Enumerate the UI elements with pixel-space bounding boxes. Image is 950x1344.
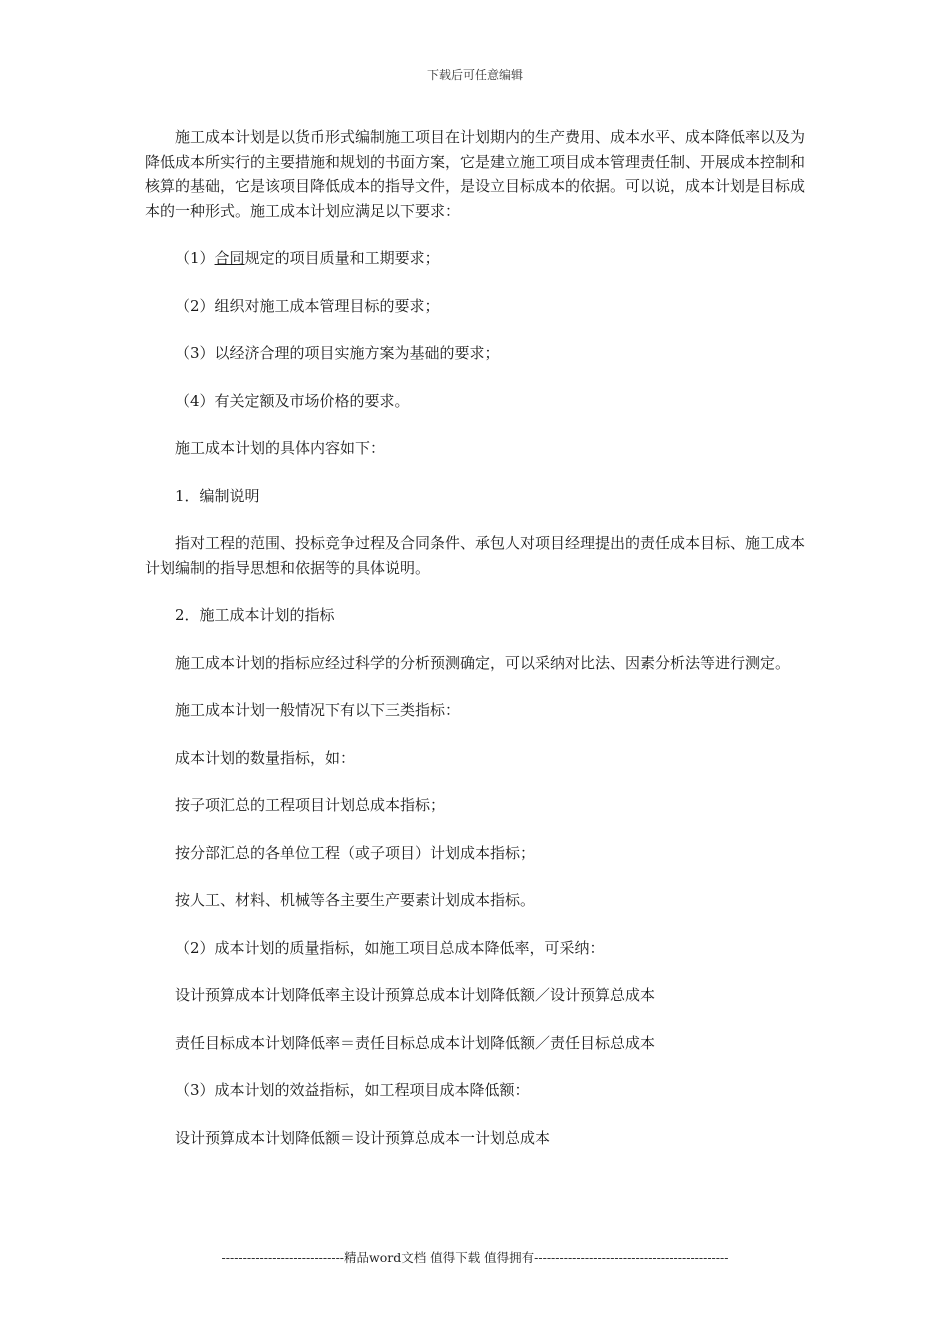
- section-heading-2: 2．施工成本计划的指标: [175, 606, 335, 624]
- requirement-1-prefix: （1）: [175, 249, 215, 267]
- paragraph-benefit-indicators: （3）成本计划的效益指标，如工程项目成本降低额：: [175, 1081, 530, 1099]
- page-header: 下载后可任意编辑: [426, 68, 523, 82]
- page-footer: -----------------------------精品word文档 值得下载 值得拥有----------------------------------------------: [221, 1250, 729, 1265]
- contract-link[interactable]: 合同: [214, 249, 245, 267]
- formula-design-budget-rate: 设计预算成本计划降低率主设计预算总成本计划降低额／设计预算总成本: [175, 986, 656, 1004]
- paragraph-requirement-4: （4）有关定额及市场价格的要求。: [175, 391, 410, 410]
- paragraph-quality-indicators: （2）成本计划的质量指标，如施工项目总成本降低率，可采纳：: [175, 938, 605, 957]
- requirement-1-text: 规定的项目质量和工期要求；: [244, 249, 440, 267]
- formula-design-budget-amount: 设计预算成本计划降低额＝设计预算总成本一计划总成本: [175, 1128, 551, 1147]
- section-heading-1: 1．编制说明: [175, 486, 260, 505]
- paragraph-three-indicators: 施工成本计划一般情况下有以下三类指标：: [175, 701, 461, 719]
- paragraph-subitem-total: 按子项汇总的工程项目计划总成本指标；: [175, 796, 446, 814]
- formula-target-cost-rate: 责任目标成本计划降低率＝责任目标总成本计划降低额／责任目标总成本: [175, 1033, 656, 1052]
- paragraph-quantity-indicators: 成本计划的数量指标，如：: [175, 748, 356, 767]
- document-body: [145, 125, 805, 1173]
- paragraph-requirement-3: （3）以经济合理的项目实施方案为基础的要求；: [175, 344, 500, 362]
- paragraph-intro: 施工成本计划是以货币形式编制施工项目在计划期内的生产费用、成本水平、成本降低率以及为降低成本所实行的主要措施和规划的书面方案，它是建立施工项目成本管理责任制、开展成本控制和核算的基础，它是该项目降低成本的指导文件，是设立目标成本的依据。可以说，成本计划是目标成本的一种形式。施工成本计划应满足以下要求：: [145, 128, 806, 220]
- paragraph-section-1-body: 指对工程的范围、投标竞争过程及合同条件、承包人对项目经理提出的责任成本目标、施工成本计划编制的指导思想和依据等的具体说明。: [145, 534, 806, 577]
- paragraph-production-factors: 按人工、材料、机械等各主要生产要素计划成本指标。: [175, 891, 536, 909]
- paragraph-requirement-2: （2）组织对施工成本管理目标的要求；: [175, 296, 440, 315]
- paragraph-requirement-1: [145, 246, 805, 271]
- paragraph-section-2-body: 施工成本计划的指标应经过科学的分析预测确定，可以采纳对比法、因素分析法等进行测定。: [175, 653, 791, 672]
- paragraph-content-intro: 施工成本计划的具体内容如下：: [175, 439, 386, 457]
- paragraph-division-total: 按分部汇总的各单位工程（或子项目）计划成本指标；: [175, 843, 536, 862]
